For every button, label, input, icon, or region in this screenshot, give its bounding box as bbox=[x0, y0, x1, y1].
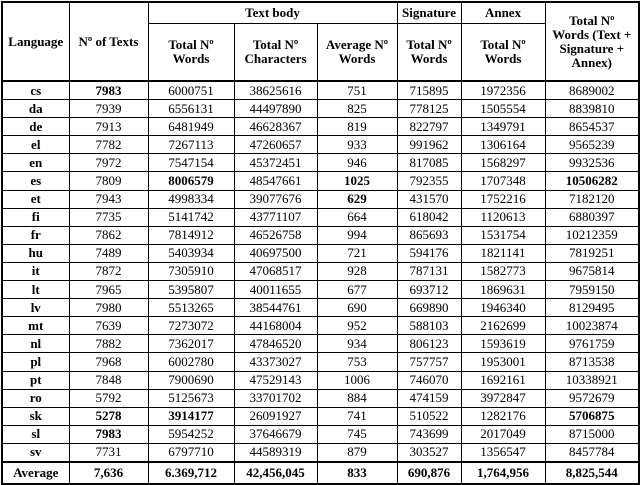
cell-annex-words: 1869631 bbox=[461, 281, 545, 299]
table-row bbox=[2, 81, 639, 100]
cell-language: ro bbox=[2, 389, 69, 407]
label: Total Nº Words bbox=[480, 37, 526, 66]
header-language: Language bbox=[2, 2, 69, 81]
cell-total-words: 7362017 bbox=[148, 335, 234, 353]
cell-total-words: 8006579 bbox=[148, 172, 234, 190]
cell-total-chars: 26091927 bbox=[234, 407, 317, 425]
cell-texts: 7983 bbox=[69, 81, 148, 100]
cell-annex-words: 1821141 bbox=[461, 244, 545, 262]
table-body bbox=[2, 81, 639, 484]
cell-signature-words: 510522 bbox=[397, 407, 461, 425]
header-grand-total bbox=[545, 2, 639, 81]
cell-avg-words: 952 bbox=[317, 317, 397, 335]
cell-signature-words: 817085 bbox=[397, 154, 461, 172]
corpus-statistics-table bbox=[1, 1, 640, 485]
cell-texts: 7731 bbox=[69, 443, 148, 462]
table-row bbox=[2, 281, 639, 299]
cell-language: sk bbox=[2, 407, 69, 425]
cell-language: nl bbox=[2, 335, 69, 353]
cell-signature-words: 715895 bbox=[397, 81, 461, 100]
cell-language: Average bbox=[2, 462, 69, 484]
cell-annex-words: 1692161 bbox=[461, 371, 545, 389]
header-grand-total-label: Total Nº Words (Text + Signature + Annex) bbox=[552, 12, 632, 70]
cell-grand-total: 8715000 bbox=[545, 425, 639, 443]
cell-signature-words: 474159 bbox=[397, 389, 461, 407]
cell-total-words: 7814912 bbox=[148, 226, 234, 244]
cell-annex-words: 1752216 bbox=[461, 190, 545, 208]
cell-avg-words: 819 bbox=[317, 118, 397, 136]
cell-avg-words: 745 bbox=[317, 425, 397, 443]
cell-avg-words: 1006 bbox=[317, 371, 397, 389]
cell-texts: 7980 bbox=[69, 299, 148, 317]
cell-language: sl bbox=[2, 425, 69, 443]
cell-signature-words: 693712 bbox=[397, 281, 461, 299]
cell-language: en bbox=[2, 154, 69, 172]
cell-signature-words: 757757 bbox=[397, 353, 461, 371]
cell-total-words: 5125673 bbox=[148, 389, 234, 407]
header-sig-total bbox=[397, 24, 461, 82]
cell-avg-words: 994 bbox=[317, 226, 397, 244]
cell-total-words: 6002780 bbox=[148, 353, 234, 371]
cell-annex-words: 1356547 bbox=[461, 443, 545, 462]
cell-signature-words: 746070 bbox=[397, 371, 461, 389]
cell-avg-words: 884 bbox=[317, 389, 397, 407]
cell-language: da bbox=[2, 100, 69, 118]
cell-total-chars: 37646679 bbox=[234, 425, 317, 443]
cell-texts: 7972 bbox=[69, 154, 148, 172]
table-row bbox=[2, 317, 639, 335]
table-row bbox=[2, 389, 639, 407]
cell-grand-total: 9761759 bbox=[545, 335, 639, 353]
cell-total-chars: 47846520 bbox=[234, 335, 317, 353]
cell-texts: 7882 bbox=[69, 335, 148, 353]
cell-avg-words: 879 bbox=[317, 443, 397, 462]
cell-total-words: 6556131 bbox=[148, 100, 234, 118]
table-row bbox=[2, 154, 639, 172]
cell-annex-words: 1953001 bbox=[461, 353, 545, 371]
cell-avg-words: 751 bbox=[317, 81, 397, 100]
header-avg-words bbox=[317, 24, 397, 82]
cell-total-chars: 39077676 bbox=[234, 190, 317, 208]
cell-texts: 7848 bbox=[69, 371, 148, 389]
cell-total-chars: 40697500 bbox=[234, 244, 317, 262]
cell-total-chars: 43373027 bbox=[234, 353, 317, 371]
header-texts: Nº of Texts bbox=[69, 2, 148, 81]
cell-total-words: 7267113 bbox=[148, 136, 234, 154]
cell-avg-words: 928 bbox=[317, 262, 397, 280]
table-row bbox=[2, 262, 639, 280]
cell-total-words: 5403934 bbox=[148, 244, 234, 262]
cell-grand-total: 10023874 bbox=[545, 317, 639, 335]
cell-signature-words: 588103 bbox=[397, 317, 461, 335]
cell-avg-words: 753 bbox=[317, 353, 397, 371]
cell-language: el bbox=[2, 136, 69, 154]
cell-language: hu bbox=[2, 244, 69, 262]
cell-grand-total: 8129495 bbox=[545, 299, 639, 317]
cell-language: sv bbox=[2, 443, 69, 462]
cell-language: es bbox=[2, 172, 69, 190]
cell-total-chars: 44168004 bbox=[234, 317, 317, 335]
cell-texts: 7939 bbox=[69, 100, 148, 118]
cell-total-chars: 44497890 bbox=[234, 100, 317, 118]
cell-texts: 7735 bbox=[69, 208, 148, 226]
cell-grand-total: 10506282 bbox=[545, 172, 639, 190]
cell-signature-words: 431570 bbox=[397, 190, 461, 208]
table-row bbox=[2, 172, 639, 190]
cell-total-chars: 40011655 bbox=[234, 281, 317, 299]
cell-annex-words: 1531754 bbox=[461, 226, 545, 244]
cell-annex-words: 1282176 bbox=[461, 407, 545, 425]
cell-avg-words: 946 bbox=[317, 154, 397, 172]
header-total-words bbox=[148, 24, 234, 82]
cell-total-words: 7900690 bbox=[148, 371, 234, 389]
cell-annex-words: 1582773 bbox=[461, 262, 545, 280]
cell-grand-total: 9675814 bbox=[545, 262, 639, 280]
cell-language: de bbox=[2, 118, 69, 136]
table-row bbox=[2, 443, 639, 462]
table-row bbox=[2, 335, 639, 353]
avg-signature-words: 690,876 bbox=[397, 462, 461, 484]
cell-total-words: 7547154 bbox=[148, 154, 234, 172]
cell-texts: 7782 bbox=[69, 136, 148, 154]
avg-texts: 7,636 bbox=[69, 462, 148, 484]
header-total-chars bbox=[234, 24, 317, 82]
table-row bbox=[2, 371, 639, 389]
cell-signature-words: 303527 bbox=[397, 443, 461, 462]
cell-avg-words: 1025 bbox=[317, 172, 397, 190]
cell-language: lt bbox=[2, 281, 69, 299]
cell-texts: 7489 bbox=[69, 244, 148, 262]
cell-texts: 5278 bbox=[69, 407, 148, 425]
label: Total Nº Words bbox=[168, 37, 214, 66]
cell-texts: 5792 bbox=[69, 389, 148, 407]
cell-grand-total: 7182120 bbox=[545, 190, 639, 208]
cell-total-words: 4998334 bbox=[148, 190, 234, 208]
cell-signature-words: 743699 bbox=[397, 425, 461, 443]
cell-total-chars: 47260657 bbox=[234, 136, 317, 154]
cell-avg-words: 721 bbox=[317, 244, 397, 262]
cell-texts: 7983 bbox=[69, 425, 148, 443]
cell-language: cs bbox=[2, 81, 69, 100]
cell-grand-total: 7959150 bbox=[545, 281, 639, 299]
cell-avg-words: 933 bbox=[317, 136, 397, 154]
cell-grand-total: 8839810 bbox=[545, 100, 639, 118]
cell-total-words: 5395807 bbox=[148, 281, 234, 299]
cell-language: fr bbox=[2, 226, 69, 244]
cell-annex-words: 1946340 bbox=[461, 299, 545, 317]
cell-texts: 7913 bbox=[69, 118, 148, 136]
table-row bbox=[2, 100, 639, 118]
cell-total-chars: 47068517 bbox=[234, 262, 317, 280]
table-row bbox=[2, 407, 639, 425]
label: Average Nº Words bbox=[325, 37, 389, 66]
cell-annex-words: 1120613 bbox=[461, 208, 545, 226]
cell-texts: 7862 bbox=[69, 226, 148, 244]
table-row bbox=[2, 244, 639, 262]
cell-signature-words: 778125 bbox=[397, 100, 461, 118]
cell-total-words: 6797710 bbox=[148, 443, 234, 462]
cell-total-chars: 45372451 bbox=[234, 154, 317, 172]
cell-total-words: 5513265 bbox=[148, 299, 234, 317]
cell-grand-total: 9572679 bbox=[545, 389, 639, 407]
cell-total-words: 5954252 bbox=[148, 425, 234, 443]
table-row bbox=[2, 353, 639, 371]
cell-grand-total: 5706875 bbox=[545, 407, 639, 425]
table-row bbox=[2, 190, 639, 208]
cell-avg-words: 677 bbox=[317, 281, 397, 299]
cell-avg-words: 934 bbox=[317, 335, 397, 353]
cell-annex-words: 2017049 bbox=[461, 425, 545, 443]
cell-language: it bbox=[2, 262, 69, 280]
cell-language: fi bbox=[2, 208, 69, 226]
cell-signature-words: 618042 bbox=[397, 208, 461, 226]
cell-signature-words: 822797 bbox=[397, 118, 461, 136]
cell-texts: 7968 bbox=[69, 353, 148, 371]
cell-language: pl bbox=[2, 353, 69, 371]
cell-grand-total: 7819251 bbox=[545, 244, 639, 262]
cell-total-words: 3914177 bbox=[148, 407, 234, 425]
table-row bbox=[2, 299, 639, 317]
cell-total-chars: 48547661 bbox=[234, 172, 317, 190]
cell-annex-words: 1707348 bbox=[461, 172, 545, 190]
cell-signature-words: 865693 bbox=[397, 226, 461, 244]
cell-texts: 7809 bbox=[69, 172, 148, 190]
cell-annex-words: 1505554 bbox=[461, 100, 545, 118]
cell-language: pt bbox=[2, 371, 69, 389]
avg-annex-words: 1,764,956 bbox=[461, 462, 545, 484]
avg-avg-words: 833 bbox=[317, 462, 397, 484]
cell-language: mt bbox=[2, 317, 69, 335]
cell-signature-words: 787131 bbox=[397, 262, 461, 280]
cell-avg-words: 629 bbox=[317, 190, 397, 208]
cell-texts: 7872 bbox=[69, 262, 148, 280]
cell-annex-words: 3972847 bbox=[461, 389, 545, 407]
cell-total-chars: 33701702 bbox=[234, 389, 317, 407]
cell-avg-words: 825 bbox=[317, 100, 397, 118]
avg-total-words: 6.369,712 bbox=[148, 462, 234, 484]
cell-total-chars: 46526758 bbox=[234, 226, 317, 244]
cell-grand-total: 10338921 bbox=[545, 371, 639, 389]
cell-grand-total: 8689002 bbox=[545, 81, 639, 100]
cell-grand-total: 9932536 bbox=[545, 154, 639, 172]
cell-grand-total: 8457784 bbox=[545, 443, 639, 462]
cell-annex-words: 1349791 bbox=[461, 118, 545, 136]
header-signature: Signature bbox=[397, 2, 461, 24]
table-row bbox=[2, 226, 639, 244]
cell-language: lv bbox=[2, 299, 69, 317]
cell-grand-total: 8713538 bbox=[545, 353, 639, 371]
cell-total-chars: 47529143 bbox=[234, 371, 317, 389]
cell-total-words: 6000751 bbox=[148, 81, 234, 100]
cell-total-chars: 38625616 bbox=[234, 81, 317, 100]
cell-signature-words: 806123 bbox=[397, 335, 461, 353]
cell-grand-total: 6880397 bbox=[545, 208, 639, 226]
cell-texts: 7639 bbox=[69, 317, 148, 335]
header-annex-total bbox=[461, 24, 545, 82]
cell-grand-total: 8654537 bbox=[545, 118, 639, 136]
cell-total-chars: 38544761 bbox=[234, 299, 317, 317]
label: Total Nº Characters bbox=[244, 37, 307, 66]
cell-annex-words: 2162699 bbox=[461, 317, 545, 335]
cell-avg-words: 690 bbox=[317, 299, 397, 317]
cell-total-chars: 43771107 bbox=[234, 208, 317, 226]
cell-signature-words: 669890 bbox=[397, 299, 461, 317]
cell-grand-total: 10212359 bbox=[545, 226, 639, 244]
header-annex: Annex bbox=[461, 2, 545, 24]
cell-total-words: 7273072 bbox=[148, 317, 234, 335]
cell-language: et bbox=[2, 190, 69, 208]
cell-annex-words: 1306164 bbox=[461, 136, 545, 154]
cell-annex-words: 1972356 bbox=[461, 81, 545, 100]
cell-annex-words: 1593619 bbox=[461, 335, 545, 353]
table-row bbox=[2, 425, 639, 443]
cell-texts: 7943 bbox=[69, 190, 148, 208]
cell-annex-words: 1568297 bbox=[461, 154, 545, 172]
average-row bbox=[2, 462, 639, 484]
header-text-body: Text body bbox=[148, 2, 397, 24]
cell-avg-words: 664 bbox=[317, 208, 397, 226]
cell-total-words: 6481949 bbox=[148, 118, 234, 136]
avg-total-chars: 42,456,045 bbox=[234, 462, 317, 484]
table-row bbox=[2, 208, 639, 226]
cell-signature-words: 991962 bbox=[397, 136, 461, 154]
cell-total-words: 7305910 bbox=[148, 262, 234, 280]
table-row bbox=[2, 118, 639, 136]
cell-avg-words: 741 bbox=[317, 407, 397, 425]
cell-grand-total: 9565239 bbox=[545, 136, 639, 154]
cell-total-words: 5141742 bbox=[148, 208, 234, 226]
cell-signature-words: 594176 bbox=[397, 244, 461, 262]
table-row bbox=[2, 136, 639, 154]
label: Total Nº Words bbox=[406, 37, 452, 66]
cell-signature-words: 792355 bbox=[397, 172, 461, 190]
cell-texts: 7965 bbox=[69, 281, 148, 299]
cell-total-chars: 44589319 bbox=[234, 443, 317, 462]
avg-grand-total: 8,825,544 bbox=[545, 462, 639, 484]
cell-total-chars: 46628367 bbox=[234, 118, 317, 136]
